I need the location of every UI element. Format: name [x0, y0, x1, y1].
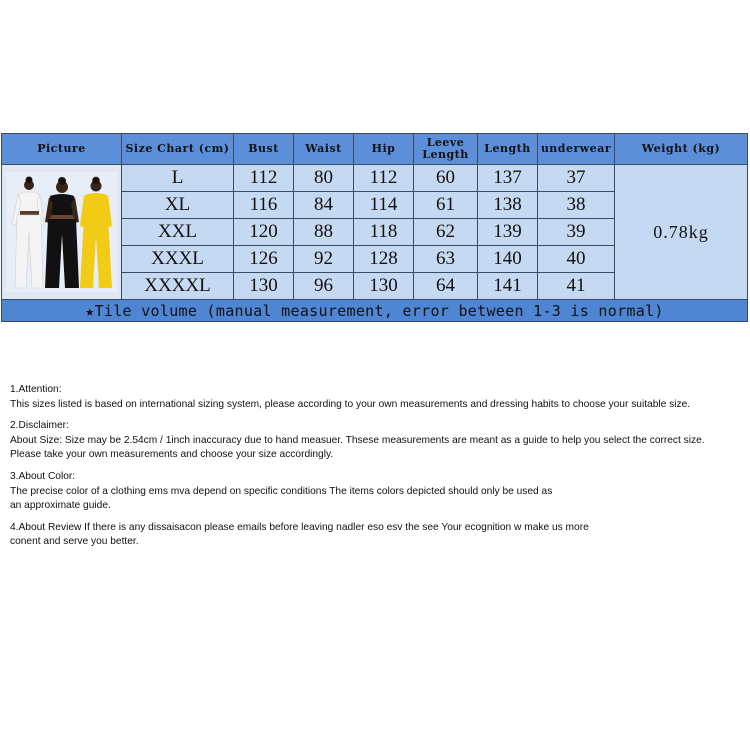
review-line: conent and serve you better. — [10, 536, 139, 548]
header-sleeve-length: Leeve Length — [414, 134, 478, 165]
header-row — [2, 134, 748, 165]
waist-cell: 88 — [294, 219, 354, 246]
underwear-cell: 37 — [538, 165, 615, 192]
bust-cell: 116 — [234, 192, 294, 219]
weight-cell: 0.78kg — [615, 165, 748, 300]
product-models-image — [6, 172, 118, 292]
disclaimer-note — [10, 419, 745, 463]
header-hip: Hip — [354, 134, 414, 165]
length-cell: 141 — [478, 273, 538, 300]
disclaimer-title: 2.Disclaimer: — [10, 420, 69, 432]
bust-cell: 120 — [234, 219, 294, 246]
bust-cell: 126 — [234, 246, 294, 273]
sleeve-length-cell: 63 — [414, 246, 478, 273]
length-cell: 140 — [478, 246, 538, 273]
color-title: 3.About Color: — [10, 470, 76, 482]
footer-row — [2, 300, 748, 322]
waist-cell: 84 — [294, 192, 354, 219]
attention-text: This sizes listed is based on international sizing system, please according to your own measurements and dressing habits to choose your suitable size. — [10, 398, 691, 410]
table-row — [2, 165, 748, 192]
underwear-cell: 41 — [538, 273, 615, 300]
size-chart-table — [1, 133, 748, 322]
sleeve-length-cell: 62 — [414, 219, 478, 246]
sleeve-length-cell: 61 — [414, 192, 478, 219]
measurement-note: ★Tile volume (manual measurement, error between 1-3 is normal) — [2, 300, 748, 322]
hip-cell: 128 — [354, 246, 414, 273]
underwear-cell: 39 — [538, 219, 615, 246]
hip-cell: 118 — [354, 219, 414, 246]
color-note — [10, 470, 745, 514]
bust-cell: 112 — [234, 165, 294, 192]
disclaimer-line: Please take your own measurements and choose your size accordingly. — [10, 449, 334, 461]
header-weight: Weight (kg) — [615, 134, 748, 165]
size-cell: XXXL — [122, 246, 234, 273]
hip-cell: 112 — [354, 165, 414, 192]
attention-note — [10, 383, 745, 412]
sleeve-length-cell: 64 — [414, 273, 478, 300]
hip-cell: 114 — [354, 192, 414, 219]
header-waist: Waist — [294, 134, 354, 165]
review-note — [10, 521, 745, 550]
sleeve-length-cell: 60 — [414, 165, 478, 192]
disclaimer-line: About Size: Size may be 2.54cm / 1inch inaccuracy due to hand measuer. Thsese measurements are meant as a guide to help you select the correct size. — [10, 434, 705, 446]
hip-cell: 130 — [354, 273, 414, 300]
bust-cell: 130 — [234, 273, 294, 300]
header-size-chart: Size Chart (cm) — [122, 134, 234, 165]
attention-title: 1.Attention: — [10, 384, 62, 395]
size-cell: XXL — [122, 219, 234, 246]
header-underwear: underwear — [538, 134, 615, 165]
waist-cell: 80 — [294, 165, 354, 192]
size-cell: L — [122, 165, 234, 192]
underwear-cell: 40 — [538, 246, 615, 273]
underwear-cell: 38 — [538, 192, 615, 219]
size-cell: XL — [122, 192, 234, 219]
color-line: The precise color of a clothing ems mva depend on specific conditions The items colors depicted should only be used as — [10, 485, 553, 497]
waist-cell: 92 — [294, 246, 354, 273]
size-cell: XXXXL — [122, 273, 234, 300]
header-length: Length — [478, 134, 538, 165]
color-line: an approximate guide. — [10, 500, 111, 512]
length-cell: 137 — [478, 165, 538, 192]
review-line: 4.About Review If there is any dissaisacon please emails before leaving nadler eso esv the see Your ecognition w make us more — [10, 521, 589, 533]
header-picture: Picture — [2, 134, 122, 165]
notes-section — [10, 383, 745, 557]
length-cell: 139 — [478, 219, 538, 246]
header-bust: Bust — [234, 134, 294, 165]
length-cell: 138 — [478, 192, 538, 219]
waist-cell: 96 — [294, 273, 354, 300]
product-picture-cell — [2, 165, 122, 300]
